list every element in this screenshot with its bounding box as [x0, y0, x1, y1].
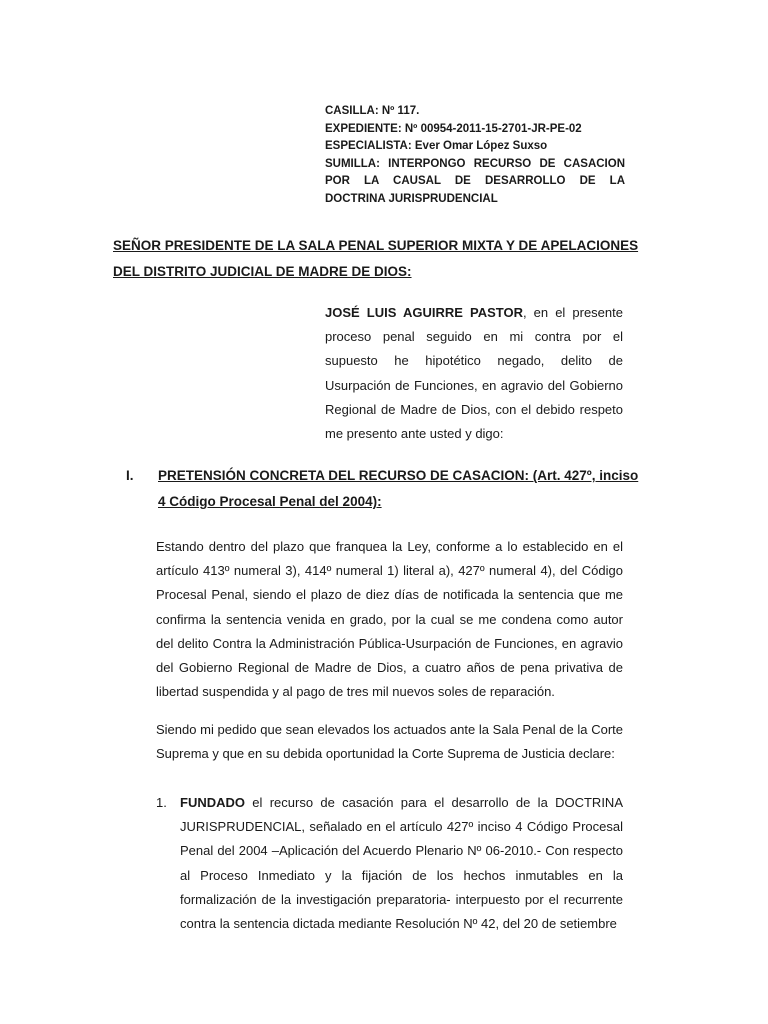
body-paragraph-2: Siendo mi pedido que sean elevados los actuados ante la Sala Penal de la Corte Suprema y que en su debida oportunidad la Corte Suprema de Justicia declare: — [156, 722, 623, 762]
especialista-line: ESPECIALISTA: Ever Omar López Suxso — [325, 140, 548, 152]
casilla-line: CASILLA: Nº 117. — [325, 105, 420, 117]
sumilla-line-2: POR LA CAUSAL DE DESARROLLO DE LA — [325, 175, 625, 187]
sumilla-line-1: SUMILLA: INTERPONGO RECURSO DE CASACION — [325, 157, 625, 170]
case-header — [325, 103, 625, 208]
addressee-heading — [113, 233, 639, 285]
addressee-line-1: SEÑOR PRESIDENTE DE LA SALA PENAL SUPERIOR MIXTA Y DE APELACIONES — [113, 238, 639, 253]
body-paragraph-1: Estando dentro del plazo que franquea la Ley, conforme a lo establecido en el artículo 413º numeral 3), 414º numeral 1) literal a), 427º numeral 4), del Código Procesal Penal, siendo el plazo de diez días de notificada la sentencia que me confirma la sentencia venida en grado, por la cual se me condena como autor del delito Contra la Administración Pública-Usurpación de Funciones, en agravio del Gobierno Regional de Madre de Dios, a cuatro años de pena privativa de libertad suspendida y al pago de tres mil nuevos soles de reparación. — [156, 539, 623, 700]
intro-paragraph — [325, 301, 623, 446]
petitioner-name: JOSÉ LUIS AGUIRRE PASTOR — [325, 305, 523, 320]
section-title-line-1: PRETENSIÓN CONCRETA DEL RECURSO DE CASACION: (Art. 427º, inciso — [158, 468, 639, 483]
section-title — [158, 463, 639, 515]
list-item-text: el recurso de casación para el desarrollo de la DOCTRINA JURISPRUDENCIAL, señalado en el artículo 427º inciso 4 Código Procesal Penal del 2004 –Aplicación del Acuerdo Plenario Nº 06-2010.- Con respecto al Proceso Inmediato y la fijación de los hechos inmutables en la formalización de la investigación preparatoria- interpuesto por el recurrente contra la sentencia dictada mediante Resolución Nº 42, del 20 de setiembre — [180, 795, 623, 932]
addressee-line-2: DEL DISTRITO JUDICIAL DE MADRE DE DIOS: — [113, 264, 412, 279]
list-marker: 1. — [156, 795, 167, 810]
list-item-body — [180, 791, 623, 936]
list-item-bold: FUNDADO — [180, 795, 245, 810]
sumilla-line-3: DOCTRINA JURISPRUDENCIAL — [325, 192, 498, 205]
section-number: I. — [126, 468, 134, 483]
intro-text: , en el presente proceso penal seguido en mi contra por el supuesto he hipotético negado, delito de Usurpación de Funciones, en agravio del Gobierno Regional de Madre de Dios, con el debido respeto me presento ante usted y digo: — [325, 305, 623, 442]
expediente-line: EXPEDIENTE: Nº 00954-2011-15-2701-JR-PE-02 — [325, 122, 582, 135]
section-title-line-2: 4 Código Procesal Penal del 2004): — [158, 494, 382, 509]
